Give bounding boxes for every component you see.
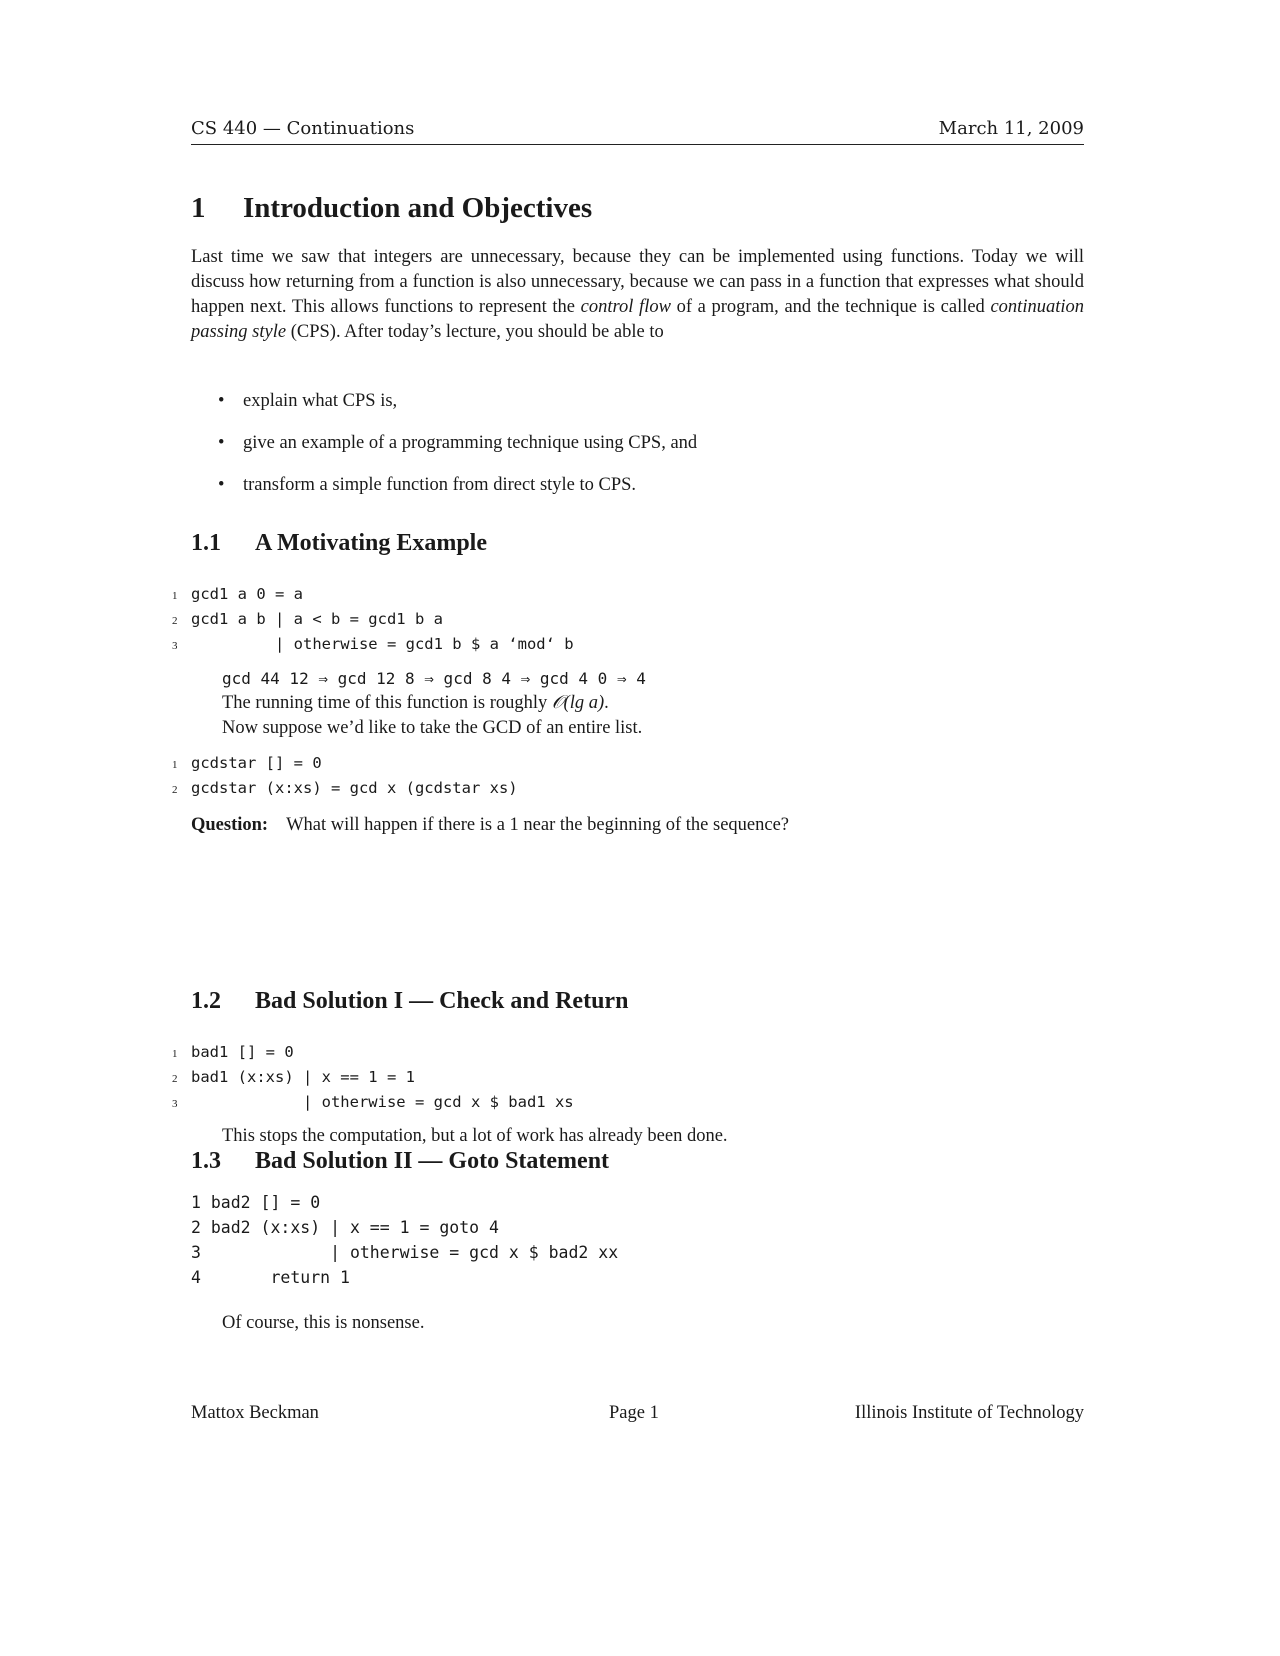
- code-line: 1 gcdstar [] = 0: [172, 754, 322, 772]
- page-header: [191, 118, 1084, 145]
- intro-emphasis-cps: continuation passing style: [191, 297, 1084, 342]
- question-text: What will happen if there is a 1 near the beginning of the sequence?: [286, 815, 789, 835]
- objectives-list: [218, 390, 697, 516]
- list-item: • explain what CPS is,: [218, 391, 398, 411]
- footer-author: Mattox Beckman: [191, 1403, 319, 1423]
- header-date: March 11, 2009: [938, 118, 1084, 139]
- runtime-sentence: The running time of this function is roughly 𝒪(lg a).: [222, 693, 609, 713]
- code-listing-gcd1: [172, 583, 574, 658]
- code-line: 4 return 1: [191, 1268, 350, 1287]
- section-1-1-heading: [191, 528, 487, 558]
- intro-text-a: Last time we saw that integers are unnecessary, because they can be implemented using functions. Today we will discuss how returning from a function is also unnecessary, because we can pass in a function that expresses what should happen next. This allows functions to represent the: [191, 247, 1084, 317]
- code-line: 2 gcd1 a b | a < b = gcd1 b a: [172, 610, 443, 628]
- footer-page-number: Page 1: [609, 1403, 659, 1423]
- section-title: Bad Solution I — Check and Return: [255, 988, 629, 1014]
- code-line: 1 bad2 [] = 0: [191, 1193, 321, 1212]
- code-line: 3 | otherwise = gcd x $ bad2 xx: [191, 1243, 619, 1262]
- bad2-note: Of course, this is nonsense.: [222, 1313, 425, 1333]
- list-item: • give an example of a programming technique using CPS, and: [218, 433, 698, 453]
- section-title: A Motivating Example: [255, 530, 487, 556]
- bad1-note: This stops the computation, but a lot of work has already been done.: [222, 1126, 728, 1146]
- code-listing-bad2: [191, 1190, 618, 1290]
- section-title: Bad Solution II — Goto Statement: [255, 1148, 610, 1174]
- code-line: 1 bad1 [] = 0: [172, 1043, 294, 1061]
- gcd-trace: gcd 44 12 ⇒ gcd 12 8 ⇒ gcd 8 4 ⇒ gcd 4 0 ⇒ 4: [222, 669, 646, 688]
- code-line: 2 gcdstar (x:xs) = gcd x (gcdstar xs): [172, 779, 518, 797]
- now-suppose-sentence: Now suppose we’d like to take the GCD of an entire list.: [222, 718, 643, 738]
- section-number: 1: [191, 192, 206, 224]
- section-1-3-heading: [191, 1146, 609, 1176]
- intro-text-c: (CPS). After today’s lecture, you should be able to: [286, 322, 664, 342]
- section-number: 1.3: [191, 1148, 221, 1174]
- code-line: 1 gcd1 a 0 = a: [172, 585, 303, 603]
- intro-emphasis-control-flow: control flow: [580, 297, 671, 317]
- code-listing-bad1: [172, 1041, 574, 1116]
- header-course: CS 440 — Continuations: [191, 118, 415, 139]
- code-line: 2 bad2 (x:xs) | x == 1 = goto 4: [191, 1218, 499, 1237]
- section-1-heading: [191, 190, 592, 226]
- list-item: • transform a simple function from direct style to CPS.: [218, 475, 637, 495]
- code-line: 3 | otherwise = gcd x $ bad1 xs: [172, 1093, 574, 1111]
- footer-institution: Illinois Institute of Technology: [854, 1403, 1084, 1423]
- code-line: 3 | otherwise = gcd1 b $ a ‘mod‘ b: [172, 635, 574, 653]
- section-number: 1.2: [191, 988, 221, 1014]
- section-title: Introduction and Objectives: [243, 192, 593, 224]
- code-line: 2 bad1 (x:xs) | x == 1 = 1: [172, 1068, 415, 1086]
- section-1-2-heading: [191, 986, 628, 1016]
- intro-paragraph: [191, 245, 1084, 345]
- intro-text-b: of a program, and the technique is called: [670, 297, 991, 317]
- code-listing-gcdstar: [172, 752, 518, 802]
- section-number: 1.1: [191, 530, 221, 556]
- question: [191, 813, 789, 838]
- question-label: Question:: [191, 815, 269, 835]
